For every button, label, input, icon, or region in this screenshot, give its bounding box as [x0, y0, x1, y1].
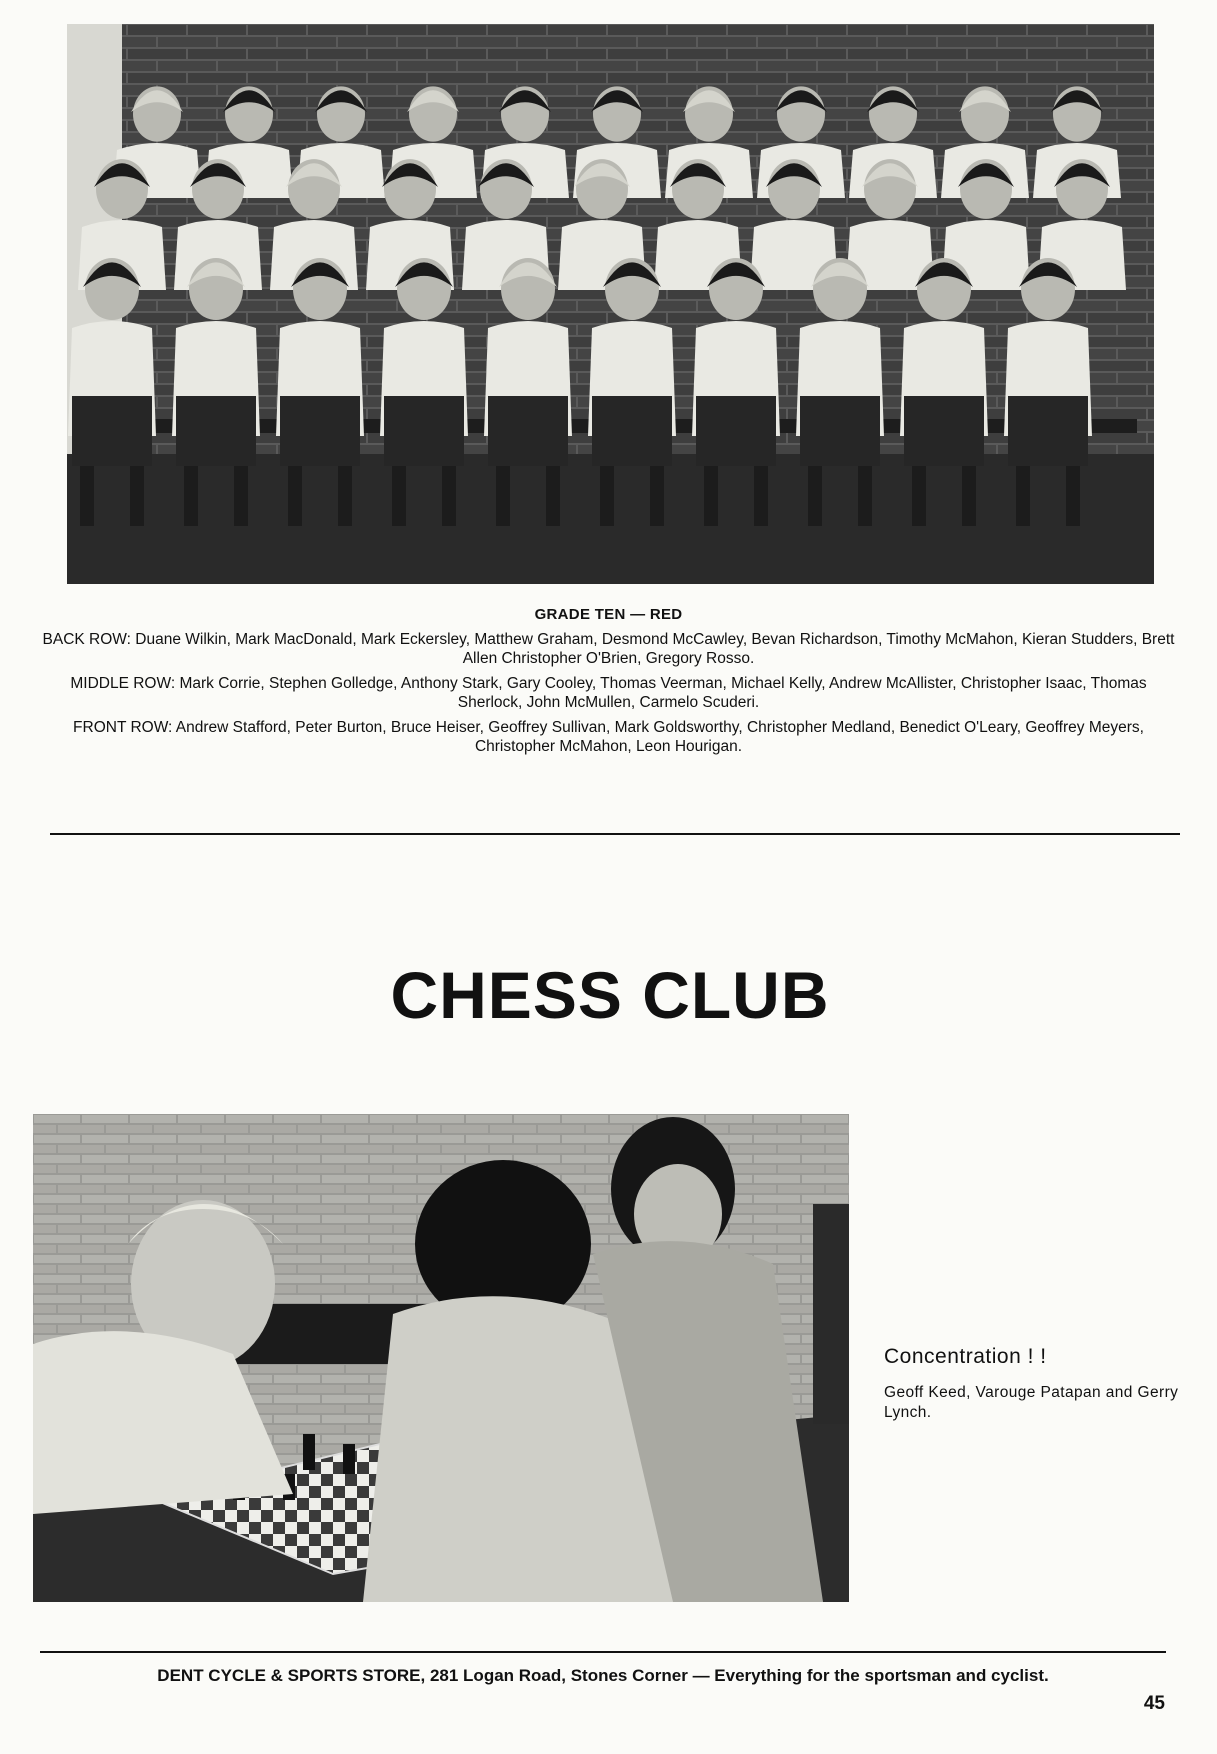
caption-heading: Concentration ! !: [884, 1345, 1047, 1368]
chess-photo: [33, 1114, 849, 1602]
caption-title: GRADE TEN — RED: [534, 606, 683, 623]
chess-photo-caption: [884, 1345, 1184, 1423]
group-photo-caption: [40, 606, 1177, 762]
group-photo: [67, 24, 1154, 584]
section-title: CHESS CLUB: [390, 958, 830, 1032]
caption-middle-row: MIDDLE ROW: Mark Corrie, Stephen Golledge, Anthony Stark, Gary Cooley, Thomas Veerman, Michael Kelly, Andrew McAllister, Christopher Isaac, Thomas Sherlock, John McMullen, Carmelo Scuderi.: [70, 675, 1147, 711]
page-number: 45: [1143, 1693, 1165, 1714]
chess-photo-image: [33, 1114, 849, 1602]
footer-advertisement: DENT CYCLE & SPORTS STORE, 281 Logan Road, Stones Corner — Everything for the sportsman and cyclist.: [157, 1666, 1049, 1685]
caption-front-row: FRONT ROW: Andrew Stafford, Peter Burton, Bruce Heiser, Geoffrey Sullivan, Mark Goldsworthy, Christopher Medland, Benedict O'Leary, Geoffrey Meyers, Christopher McMahon, Leon Hourigan.: [73, 719, 1144, 755]
caption-back-row: BACK ROW: Duane Wilkin, Mark MacDonald, Mark Eckersley, Matthew Graham, Desmond McCawley, Bevan Richardson, Timothy McMahon, Kieran Studders, Brett Allen Christopher O'Brien, Gregory Rosso.: [42, 631, 1175, 667]
group-photo-image: [67, 24, 1154, 584]
section-divider: [50, 833, 1180, 835]
caption-names: Geoff Keed, Varouge Patapan and Gerry Lynch.: [884, 1384, 1179, 1421]
footer-divider: [40, 1651, 1166, 1653]
